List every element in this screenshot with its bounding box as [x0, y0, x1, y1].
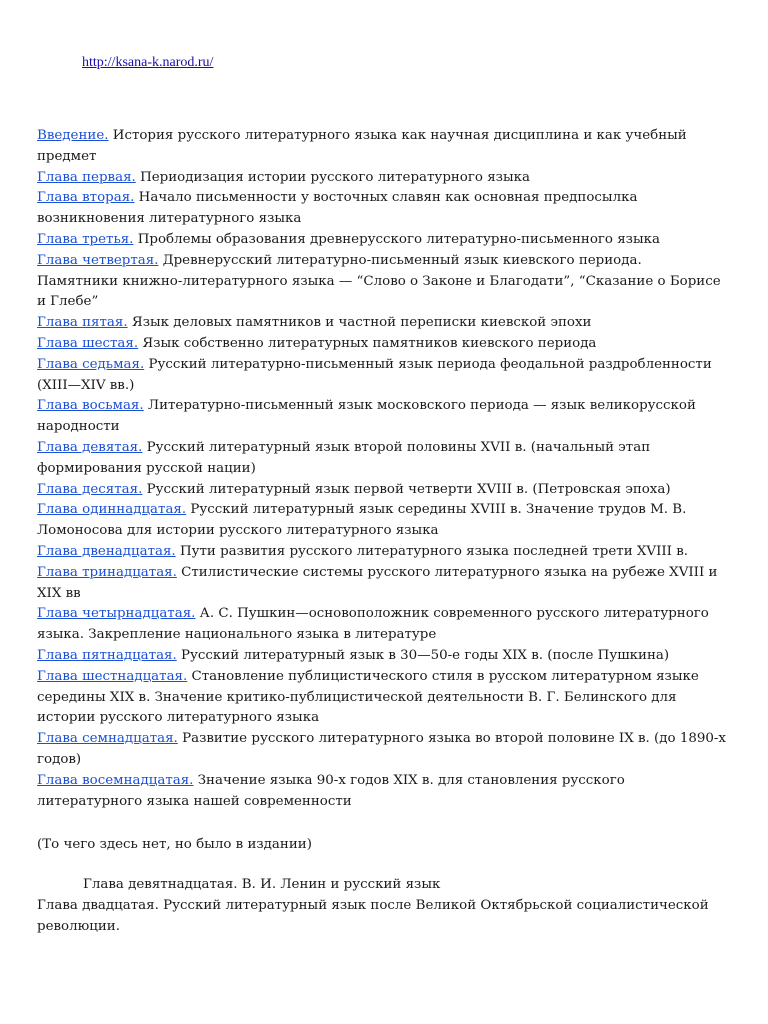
chapter-link[interactable]: Глава шестнадцатая. — [37, 668, 188, 684]
toc-item — [37, 646, 727, 667]
toc-item — [37, 396, 727, 438]
chapter-link[interactable]: Глава десятая. — [37, 481, 143, 497]
chapter-title: Русский литературный язык первой четверти XVIII в. (Петровская эпоха) — [146, 481, 671, 497]
chapter-title: Проблемы образования древнерусского литературно-письменного языка — [137, 231, 660, 247]
chapter-link[interactable]: Глава седьмая. — [37, 356, 145, 372]
chapter-title: Развитие русского литературного языка во второй половине IX в. (до 1890-х годов) — [37, 731, 726, 767]
chapter-title: Становление публицистического стиля в русском литературном языке середины XIX в. Значение критико-публицистической деятельности В. Г. Белинского для истории русского литературного языка — [37, 668, 699, 726]
toc-item — [37, 313, 727, 334]
chapter-title: История русского литературного языка как научная дисциплина и как учебный предмет — [37, 128, 687, 164]
missing-chapters-list — [37, 875, 727, 937]
chapter-link[interactable]: Введение. — [37, 128, 109, 143]
toc-item — [37, 667, 727, 729]
chapter-link[interactable]: Глава девятая. — [37, 439, 143, 455]
chapter-title: А. С. Пушкин—основоположник современного русского литературного языка. Закрепление национального языка в литературе — [37, 606, 709, 643]
missing-chapters-note: (То чего здесь нет, но было в издании) — [37, 837, 312, 852]
chapter-link[interactable]: Глава пятнадцатая. — [37, 647, 177, 663]
chapter-link[interactable]: Глава четвертая. — [37, 252, 159, 268]
toc-item — [37, 480, 727, 501]
table-of-contents — [37, 126, 727, 812]
chapter-link[interactable]: Глава шестая. — [37, 335, 139, 351]
chapter-title: Русский литературный язык середины XVIII в. Значение трудов М. В. Ломоносова для истории русского литературного языка — [37, 502, 687, 539]
toc-item — [37, 355, 727, 397]
chapter-link[interactable]: Глава четырнадцатая. — [37, 606, 196, 622]
chapter-title: Язык деловых памятников и частной переписки киевской эпохи — [131, 315, 592, 331]
toc-item — [37, 334, 727, 355]
missing-chapter: Глава девятнадцатая. В. И. Ленин и русский язык — [83, 877, 441, 892]
chapter-link[interactable]: Глава третья. — [37, 231, 134, 247]
toc-item — [37, 563, 727, 605]
toc-item — [37, 771, 727, 813]
toc-item — [37, 729, 727, 771]
chapter-link[interactable]: Глава восьмая. — [37, 398, 144, 414]
chapter-link[interactable]: Глава вторая. — [37, 190, 135, 206]
chapter-title: Литературно-письменный язык московского периода — язык великорусской народности — [37, 398, 696, 435]
chapter-title: Пути развития русского литературного языка последней трети XVIII в. — [179, 543, 688, 559]
chapter-link[interactable]: Глава тринадцатая. — [37, 564, 177, 580]
chapter-link[interactable]: Глава семнадцатая. — [37, 731, 178, 747]
toc-item — [37, 251, 727, 313]
toc-item — [37, 438, 727, 480]
toc-item — [37, 604, 727, 646]
chapter-link[interactable]: Глава двенадцатая. — [37, 543, 176, 559]
chapter-title: Значение языка 90-х годов XIX в. для становления русского литературного языка нашей современности — [37, 772, 625, 809]
chapter-title: Язык собственно литературных памятников киевского периода — [142, 335, 597, 351]
chapter-link[interactable]: Глава восемнадцатая. — [37, 772, 194, 788]
chapter-title: Начало письменности у восточных славян как основная предпосылка возникновения литературного языка — [37, 190, 638, 227]
chapter-title: Древнерусский литературно-письменный язык киевского периода. Памятники книжно-литературного языка — “Слово о Законе и Благодати”, “Сказание о Борисе и Глебе” — [37, 252, 721, 310]
chapter-title: Русский литературно-письменный язык периода феодальной раздробленности (XIII—XIV вв.) — [37, 356, 712, 393]
missing-chapter: Глава двадцатая. Русский литературный язык после Великой Октябрьской социалистической революции. — [37, 897, 709, 934]
chapter-link[interactable]: Глава первая. — [37, 169, 136, 185]
toc-item — [37, 542, 727, 563]
toc-item — [37, 188, 727, 230]
site-link[interactable]: http://ksana-k.narod.ru/ — [82, 55, 214, 70]
toc-item — [37, 500, 727, 542]
toc-item — [37, 230, 727, 251]
chapter-title: Русский литературный язык второй половины XVII в. (начальный этап формирования русской нации) — [37, 439, 651, 476]
chapter-link[interactable]: Глава пятая. — [37, 315, 128, 331]
chapter-title: Периодизация истории русского литературного языка — [140, 169, 530, 185]
chapter-link[interactable]: Глава одиннадцатая. — [37, 502, 187, 518]
toc-item — [37, 168, 727, 189]
toc-item — [37, 126, 727, 168]
chapter-title: Русский литературный язык в 30—50-е годы XIX в. (после Пушкина) — [181, 647, 670, 663]
chapter-title: Стилистические системы русского литературного языка на рубеже XVIII и XIX вв — [37, 564, 718, 601]
